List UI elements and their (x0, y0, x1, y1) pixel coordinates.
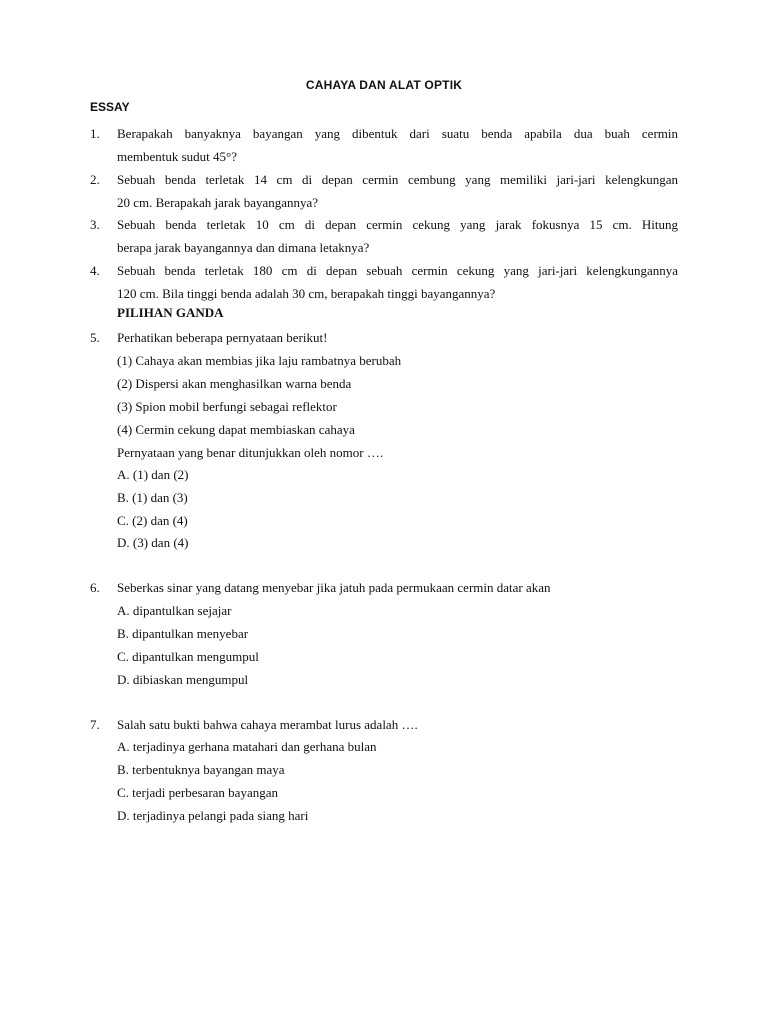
question-number: 6. (90, 580, 100, 595)
document-title: CAHAYA DAN ALAT OPTIK (305, 78, 463, 92)
essay-question-1 (90, 122, 678, 168)
answer-option: A. (1) dan (2) (117, 467, 189, 482)
question-number: 4. (90, 263, 100, 278)
question-text-line: Sebuah benda terletak 180 cm di depan sebuah cermin cekung yang jari-jari kelengkungannya (117, 263, 678, 278)
question-prompt: Pernyataan yang benar ditunjukkan oleh nomor …. (117, 445, 384, 460)
question-stem: Salah satu bukti bahwa cahaya merambat lurus adalah …. (117, 717, 418, 732)
essay-question-4 (90, 259, 678, 305)
question-text-line: berapa jarak bayangannya dan dimana letaknya? (117, 240, 370, 255)
answer-option: D. terjadinya pelangi pada siang hari (117, 808, 309, 823)
question-text-line: Sebuah benda terletak 14 cm di depan cermin cembung yang memiliki jari-jari kelengkungan (117, 172, 678, 187)
essay-question-2 (90, 168, 678, 214)
mc-question-6 (90, 576, 678, 599)
statement-item: (2) Dispersi akan menghasilkan warna benda (117, 376, 352, 391)
question-number: 3. (90, 217, 100, 232)
question-number: 1. (90, 126, 100, 141)
answer-option: D. dibiaskan mengumpul (117, 672, 249, 687)
statement-item: (3) Spion mobil berfungi sebagai reflektor (117, 399, 337, 414)
statement-item: (4) Cermin cekung dapat membiaskan cahaya (117, 422, 355, 437)
essay-heading: ESSAY (90, 100, 130, 114)
answer-option: A. dipantulkan sejajar (117, 603, 232, 618)
answer-option: C. terjadi perbesaran bayangan (117, 785, 278, 800)
answer-option: B. terbentuknya bayangan maya (117, 762, 285, 777)
answer-option: C. (2) dan (4) (117, 513, 188, 528)
answer-option: B. (1) dan (3) (117, 490, 188, 505)
question-text-line: Sebuah benda terletak 10 cm di depan cermin cekung yang jarak fokusnya 15 cm. Hitung (117, 217, 678, 232)
statement-item: (1) Cahaya akan membias jika laju rambatnya berubah (117, 353, 402, 368)
answer-option: C. dipantulkan mengumpul (117, 649, 259, 664)
question-stem: Seberkas sinar yang datang menyebar jika jatuh pada permukaan cermin datar akan (117, 580, 551, 595)
question-text-line: 120 cm. Bila tinggi benda adalah 30 cm, berapakah tinggi bayangannya? (117, 286, 496, 301)
question-number: 2. (90, 172, 100, 187)
question-text-line: membentuk sudut 45°? (117, 149, 238, 164)
multiple-choice-heading: PILIHAN GANDA (117, 305, 224, 320)
mc-question-5 (90, 326, 678, 349)
essay-question-3 (90, 213, 678, 259)
answer-option: A. terjadinya gerhana matahari dan gerhana bulan (117, 739, 377, 754)
question-number: 5. (90, 330, 100, 345)
mc-question-7 (90, 713, 678, 736)
question-number: 7. (90, 717, 100, 732)
question-text-line: 20 cm. Berapakah jarak bayangannya? (117, 195, 319, 210)
answer-option: B. dipantulkan menyebar (117, 626, 249, 641)
question-stem: Perhatikan beberapa pernyataan berikut! (117, 330, 328, 345)
question-text-line: Berapakah banyaknya bayangan yang dibentuk dari suatu benda apabila dua buah cermin (117, 126, 678, 141)
answer-option: D. (3) dan (4) (117, 535, 189, 550)
